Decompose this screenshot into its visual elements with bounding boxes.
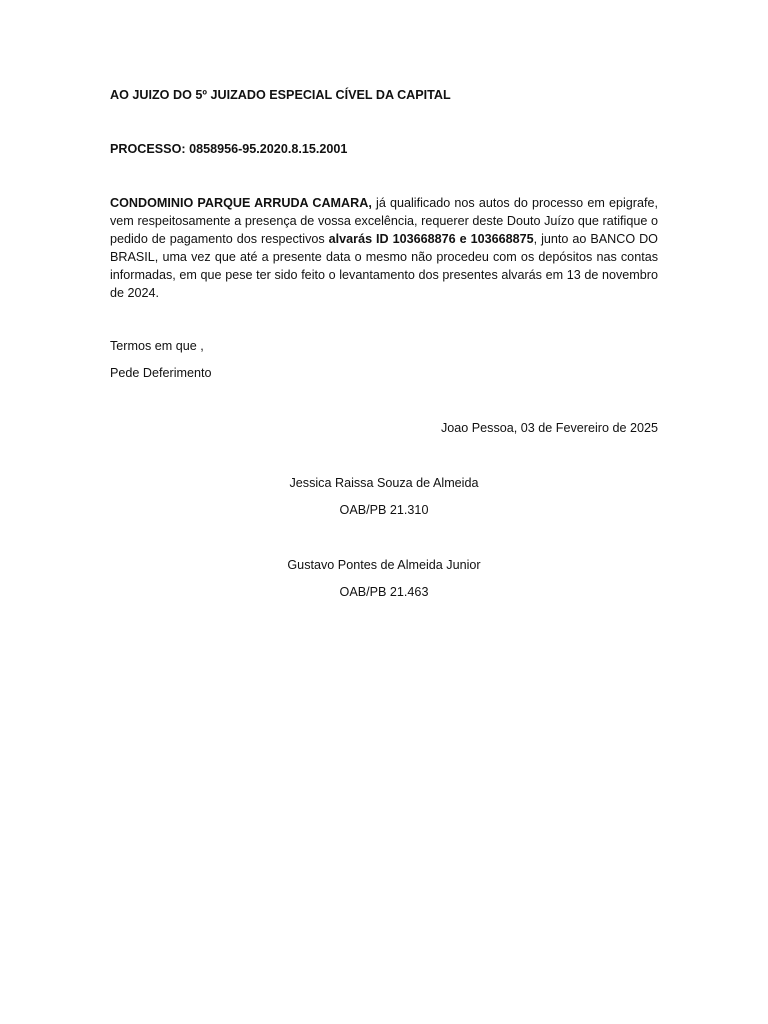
signatory-name: Gustavo Pontes de Almeida Junior <box>287 558 481 572</box>
request-text-part2: , junto ao BANCO DO BRASIL, uma vez que até a presente data o mesmo não procedeu com os depósitos nas contas informadas, em que pese ter sido feito o levantamento dos presentes alvarás em 13 de novembro de 2024. <box>110 232 658 300</box>
party-name: CONDOMINIO PARQUE ARRUDA CAMARA, <box>110 196 372 210</box>
signatory-name: Jessica Raissa Souza de Almeida <box>289 476 479 490</box>
document-heading: AO JUIZO DO 5º JUIZADO ESPECIAL CÍVEL DA CAPITAL <box>110 88 451 102</box>
date-line: Joao Pessoa, 03 de Fevereiro de 2025 <box>440 421 658 435</box>
request-paragraph <box>110 194 658 302</box>
request-text-part1: já qualificado nos autos do processo em epigrafe, vem respeitosamente a presença de vossa excelência, requerer deste Douto Juízo que ratifique o pedido de pagamento dos respectivos <box>110 196 659 246</box>
process-number: PROCESSO: 0858956-95.2020.8.15.2001 <box>110 142 348 156</box>
signatory-oab: OAB/PB 21.310 <box>339 503 429 517</box>
closing-deferimento: Pede Deferimento <box>110 366 212 380</box>
signatory-oab: OAB/PB 21.463 <box>339 585 429 599</box>
alvaras-ids: alvarás ID 103668876 e 103668875 <box>328 232 534 246</box>
closing-termos: Termos em que , <box>110 339 204 353</box>
